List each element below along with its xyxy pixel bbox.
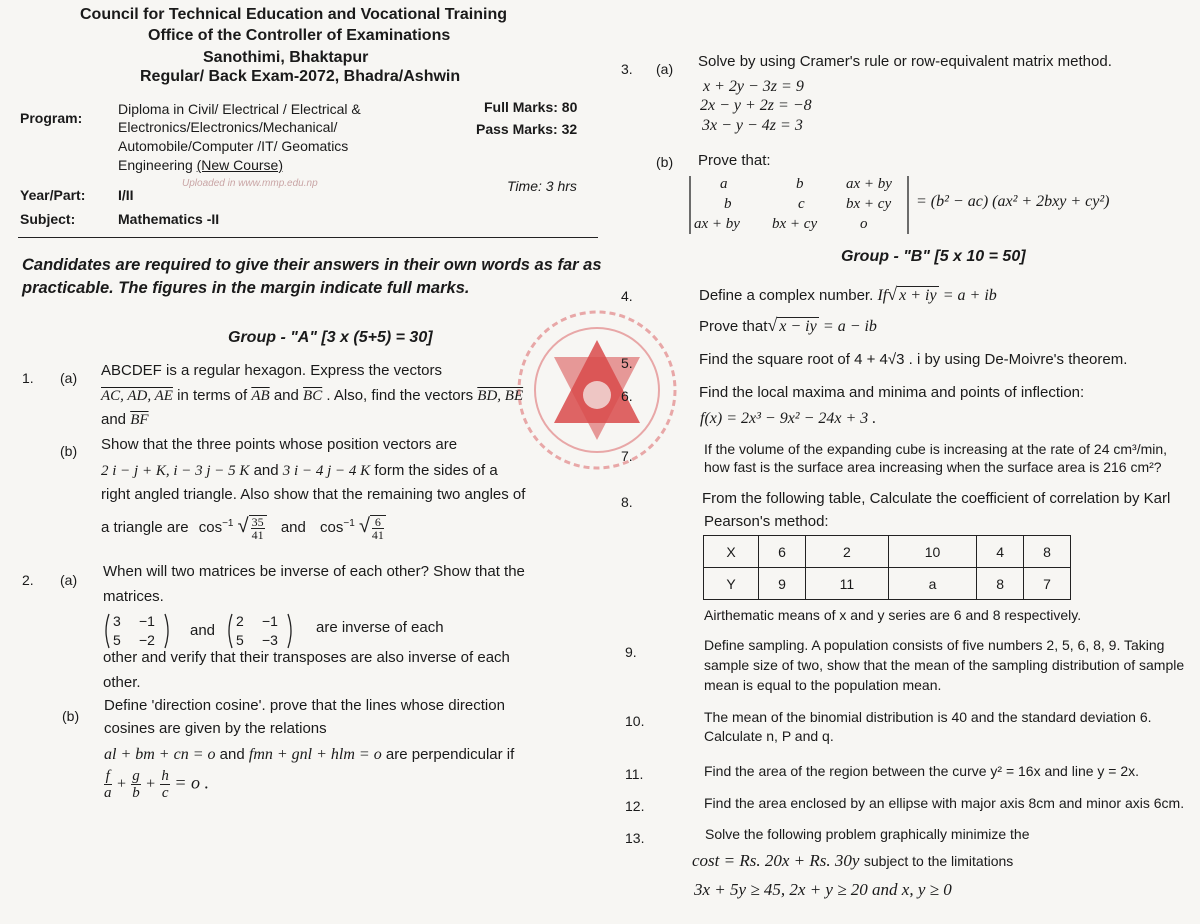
q3b-label: (b) — [656, 154, 674, 170]
q2a-line-2: matrices. — [103, 588, 164, 605]
det-r2c1: b — [724, 196, 732, 212]
q8-line-3: Airthematic means of x and y series are 6 and 8 respectively. — [704, 607, 1082, 623]
q1b-frac1-num: 35 — [251, 515, 264, 530]
q1b-line-2 — [101, 462, 498, 480]
q4-equals-2: = a − ib — [822, 318, 877, 335]
program-line-4 — [118, 157, 283, 173]
q11-text: Find the area of the region between the curve y² = 16x and line y = 2x. — [704, 763, 1140, 779]
full-marks: Full Marks: 80 — [484, 99, 578, 115]
q4-line-1: Define a complex number. If√ x + iy = a + ib — [699, 284, 997, 304]
m1-d: −2 — [139, 632, 155, 648]
q10-line-2: Calculate n, P and q. — [704, 728, 834, 744]
q3-number: 3. — [621, 61, 633, 77]
q1b-text-angles: a triangle are — [101, 519, 189, 536]
table-cell: 2 — [806, 536, 889, 568]
q2b-label: (b) — [62, 708, 80, 724]
q1b-text: form the sides of a — [374, 462, 498, 479]
q2a-line-5: other. — [103, 674, 141, 691]
q1a-vectors-1: AC, AD, AE — [101, 388, 173, 404]
header-line-3: Sanothimi, Bhaktapur — [203, 49, 369, 66]
year-label: Year/Part: — [20, 187, 86, 203]
q13-line-1: Solve the following problem graphically minimize the — [705, 826, 1030, 842]
program-label: Program: — [20, 110, 83, 126]
q3b-line-1: Prove that: — [698, 152, 771, 169]
q4-radicand-2: x − iy — [779, 318, 817, 335]
det-r2c3: bx + cy — [846, 196, 892, 212]
q8-line-1: From the following table, Calculate the coefficient of correlation by Karl — [702, 490, 1171, 507]
program-line-2: Electronics/Electronics/Mechanical/ — [118, 119, 338, 135]
q3a-equation-3: 3x − y − 4z = 3 — [702, 117, 803, 134]
q1b-inv-2: −1 — [343, 518, 355, 529]
q4-radicand: x + iy — [899, 287, 937, 304]
matrix-and: and — [190, 622, 216, 639]
q7-number: 7. — [621, 448, 633, 464]
table-cell: 8 — [1024, 536, 1071, 568]
q1a-label: (a) — [60, 370, 78, 386]
q12-number: 12. — [625, 798, 645, 814]
q1b-frac2-num: 6 — [372, 516, 384, 529]
det-r3c3: o — [860, 216, 868, 232]
correlation-table — [703, 535, 1071, 600]
table-row — [704, 536, 1071, 568]
q1b-line-4: a triangle are $\cos^{-1}$ √ $\frac{35}{41}$ and $\cos^{-1}$ √ $\frac{6}{41}$ — [101, 515, 384, 543]
q3a-label: (a) — [656, 61, 674, 77]
q3a-line-1: Solve by using Cramer's rule or row-equivalent matrix method. — [698, 53, 1112, 70]
program-line-3: Automobile/Computer /IT/ Geomatics — [118, 138, 349, 154]
q6-function: f(x) = 2x³ − 9x² − 24x + 3 . — [700, 410, 877, 427]
q2b-line-2: cosines are given by the relations — [104, 720, 327, 737]
q4-if: If — [877, 287, 888, 304]
q7-line-1: If the volume of the expanding cube is increasing at the rate of 24 cm³/min, — [704, 441, 1168, 457]
m1-c: 5 — [113, 632, 121, 648]
q3a-equation-2: 2x − y + 2z = −8 — [700, 97, 812, 114]
q2b-equals: = o . — [174, 772, 210, 793]
q1a-text-3: . Also, find the vectors — [326, 387, 474, 404]
q1b-cos-1: cos — [198, 519, 223, 536]
q2a-label: (a) — [60, 572, 78, 588]
q2b-frac-h: $\frac{h}{c}$ — [161, 768, 169, 801]
q2b-text: are perpendicular if — [385, 746, 515, 763]
program-engineering: Engineering — [118, 157, 193, 173]
q2-number: 2. — [22, 572, 34, 588]
q1a-text-4: and — [101, 411, 127, 428]
q10-number: 10. — [625, 713, 645, 729]
q3b-determinant — [688, 172, 914, 238]
q1a-text-2: and — [273, 387, 299, 404]
header-line-2: Office of the Controller of Examinations — [148, 27, 451, 44]
table-cell: 8 — [977, 568, 1024, 600]
q2b-frac-f: $\frac{f}{a}$ — [104, 768, 112, 801]
table-cell: 10 — [888, 536, 976, 568]
q1a-line-1: ABCDEF is a regular hexagon. Express the vectors — [101, 362, 442, 379]
det-r1c2: b — [796, 176, 804, 192]
instructions: Candidates are required to give their answers in their own words as far as practicable. The figures in the margin indicate full marks. — [22, 256, 602, 297]
q5-number: 5. — [621, 355, 633, 371]
det-r3c2: bx + cy — [772, 216, 818, 232]
m2-b: −1 — [262, 613, 278, 629]
header-divider — [18, 237, 598, 238]
m1-a: 3 — [113, 613, 121, 629]
q2b-line-1: Define 'direction cosine'. prove that the lines whose direction — [104, 697, 505, 714]
table-cell: a — [888, 568, 976, 600]
group-b-heading: Group - "B" [5 x 10 = 50] — [841, 248, 1026, 265]
det-r1c3: ax + by — [846, 176, 892, 192]
q13-constraints: 3x + 5y ≥ 45, 2x + y ≥ 20 and x, y ≥ 0 — [694, 880, 952, 899]
year-value: I/II — [118, 187, 134, 203]
q2b-and: and — [219, 746, 245, 763]
det-r2c2: c — [798, 196, 805, 212]
m2-d: −3 — [262, 632, 278, 648]
q1b-line-1: Show that the three points whose position vectors are — [101, 436, 458, 453]
time-allowed: Time: 3 hrs — [507, 178, 577, 194]
q1a-text-1: in terms of — [177, 387, 248, 404]
q4-prove: Prove that — [699, 318, 768, 335]
header-line-4: Regular/ Back Exam-2072, Bhadra/Ashwin — [140, 68, 461, 85]
q1b-cos-2: cos — [320, 519, 344, 536]
q2b-relation-2: fmn + gnl + hlm = o — [248, 746, 382, 763]
q1b-frac2-den: 41 — [371, 528, 384, 543]
q9-line-1: Define sampling. A population consists of five numbers 2, 5, 6, 8, 9. Taking — [704, 637, 1165, 653]
course-type: (New Course) — [196, 157, 283, 173]
det-r1c1: a — [720, 176, 728, 192]
q1a-vector-bf: $\overline{BF}$ — [130, 412, 149, 428]
q13-cost: cost = Rs. 20x + Rs. 30y — [692, 851, 860, 870]
subject-label: Subject: — [20, 211, 76, 227]
table-cell: X — [704, 536, 759, 568]
pass-marks: Pass Marks: 32 — [476, 121, 578, 137]
q13-number: 13. — [625, 830, 645, 846]
table-cell: 11 — [806, 568, 889, 600]
q5-text: Find the square root of 4 + 4√3 . i by using De-Moivre's theorem. — [699, 351, 1128, 368]
table-cell: 7 — [1024, 568, 1071, 600]
group-a-heading: Group - "A" [3 x (5+5) = 30] — [228, 329, 433, 346]
q2b-line-3 — [104, 746, 514, 764]
q1a-line-2 — [101, 387, 523, 405]
q4-line-2: Prove that√ x − iy = a − ib — [699, 315, 877, 335]
table-row — [704, 568, 1071, 600]
q13-subject: subject to the limitations — [863, 853, 1014, 869]
q2b-condition: $\frac{f}{a}$ + $\frac{g}{b}$ + $\frac{h}{c}$ = o . — [104, 768, 210, 801]
q3a-equation-1: x + 2y − 3z = 9 — [703, 78, 804, 95]
table-cell: Y — [704, 568, 759, 600]
q13-line-2 — [692, 851, 1013, 871]
m2-c: 5 — [236, 632, 244, 648]
q9-number: 9. — [625, 644, 637, 660]
q2b-frac-g: $\frac{g}{b}$ — [132, 768, 140, 801]
q1a-vectors-2: BD, BE — [477, 388, 524, 404]
q1b-and: and — [253, 462, 279, 479]
q3b-rhs: = (b² − ac) (ax² + 2bxy + cy²) — [916, 193, 1110, 210]
q1a-line-3 — [101, 411, 149, 429]
header-line-1: Council for Technical Education and Vocational Training — [80, 6, 508, 23]
det-r3c1: ax + by — [694, 216, 740, 232]
q1b-frac1-den: 41 — [251, 528, 264, 543]
q1b-vectors-1: 2 i − j + K, i − 3 j − 5 K — [101, 463, 250, 479]
q4-number: 4. — [621, 288, 633, 304]
q1b-vectors-2: 3 i − 4 j − 4 K — [282, 463, 371, 479]
q7-line-2: how fast is the surface area increasing when the surface area is 216 cm²? — [704, 459, 1162, 475]
subject-value: Mathematics -II — [118, 211, 220, 227]
q8-number: 8. — [621, 494, 633, 510]
q2a-line-1: When will two matrices be inverse of each other? Show that the — [103, 563, 525, 580]
program-line-1: Diploma in Civil/ Electrical / Electrical & — [118, 101, 361, 117]
q2a-line-3: are inverse of each — [316, 619, 444, 636]
q6-number: 6. — [621, 388, 633, 404]
q9-line-3: mean is equal to the population mean. — [704, 677, 942, 693]
q12-text: Find the area enclosed by an ellipse with major axis 8cm and minor axis 6cm. — [704, 795, 1185, 811]
q4-define: Define a complex number. — [699, 287, 874, 304]
q1b-fraction-1 — [249, 515, 267, 541]
q1b-and-2: and — [280, 519, 306, 536]
table-cell: 4 — [977, 536, 1024, 568]
table-cell: 9 — [759, 568, 806, 600]
q4-equals: = a + ib — [942, 287, 997, 304]
m1-b: −1 — [139, 613, 155, 629]
q1-number: 1. — [22, 370, 34, 386]
q1a-vector-ab: $\overline{AB}$ — [251, 388, 270, 404]
q6-line-1: Find the local maxima and minima and points of inflection: — [699, 384, 1085, 401]
q8-line-2: Pearson's method: — [704, 513, 829, 530]
upload-watermark: Uploaded in www.mmp.edu.np — [182, 178, 318, 189]
q1a-vector-bc: $\overline{BC}$ — [303, 388, 323, 404]
q11-number: 11. — [625, 766, 644, 782]
q1b-fraction-2 — [370, 515, 386, 541]
m2-a: 2 — [236, 613, 244, 629]
q2a-line-4: other and verify that their transposes are also inverse of each — [103, 649, 510, 666]
q1b-inv-1: −1 — [222, 518, 234, 529]
table-cell: 6 — [759, 536, 806, 568]
q2b-relation-1: al + bm + cn = o — [104, 746, 216, 763]
q1b-line-3: right angled triangle. Also show that the remaining two angles of — [101, 486, 526, 503]
q9-line-2: sample size of two, show that the mean of the sampling distribution of sample — [704, 657, 1185, 673]
q10-line-1: The mean of the binomial distribution is 40 and the standard deviation 6. — [704, 709, 1152, 725]
institution-seal — [512, 305, 682, 475]
q1b-label: (b) — [60, 443, 78, 459]
